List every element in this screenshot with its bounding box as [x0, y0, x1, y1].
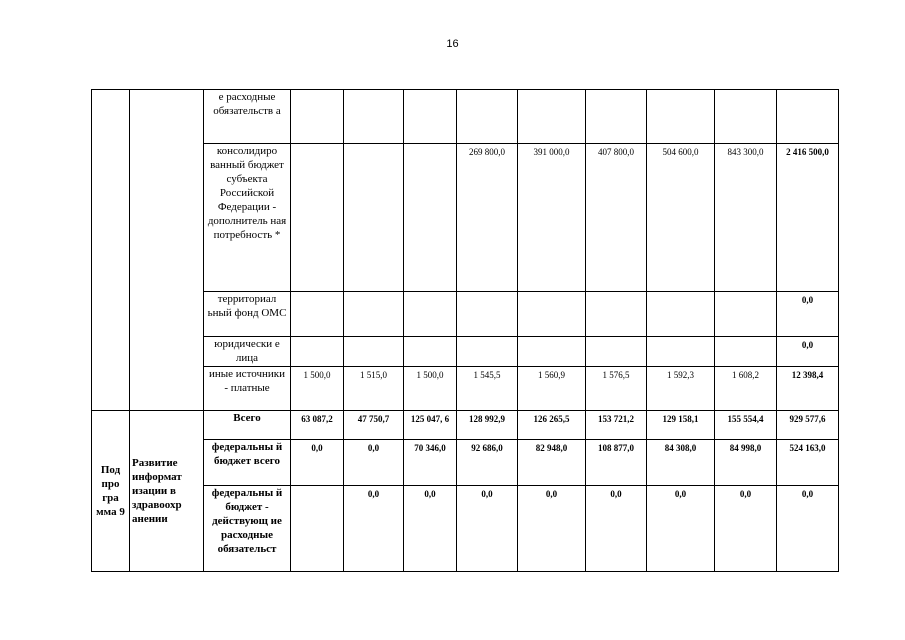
value-cell: 1 608,2: [715, 367, 777, 411]
total-cell: 12 398,4: [777, 367, 839, 411]
subprogram-name: Развитие информат изации в здравоохр анении: [130, 411, 204, 572]
value-cell: [291, 486, 344, 572]
value-cell: 1 500,0: [404, 367, 457, 411]
prev-name-cell: [130, 90, 204, 411]
table-row: [92, 337, 839, 367]
value-cell: 0,0: [647, 486, 715, 572]
value-cell: [586, 337, 647, 367]
value-cell: 1 545,5: [457, 367, 518, 411]
value-cell: 0,0: [291, 440, 344, 486]
value-cell: 128 992,9: [457, 411, 518, 440]
value-cell: 84 998,0: [715, 440, 777, 486]
value-cell: [291, 144, 344, 292]
value-cell: [647, 292, 715, 337]
value-cell: 92 686,0: [457, 440, 518, 486]
table-row: [92, 367, 839, 411]
value-cell: [647, 90, 715, 144]
value-cell: 47 750,7: [344, 411, 404, 440]
value-cell: [404, 90, 457, 144]
value-cell: [586, 292, 647, 337]
value-cell: 391 000,0: [518, 144, 586, 292]
source-label: е расходные обязательств а: [204, 90, 291, 144]
value-cell: [344, 144, 404, 292]
total-cell: 2 416 500,0: [777, 144, 839, 292]
value-cell: 843 300,0: [715, 144, 777, 292]
value-cell: 1 592,3: [647, 367, 715, 411]
value-cell: 108 877,0: [586, 440, 647, 486]
subprogram-code: Под про гра мма 9: [92, 411, 130, 572]
source-label: юридически е лица: [204, 337, 291, 367]
value-cell: [344, 292, 404, 337]
value-cell: 126 265,5: [518, 411, 586, 440]
value-cell: [586, 90, 647, 144]
total-cell: [777, 90, 839, 144]
value-cell: 1 560,9: [518, 367, 586, 411]
value-cell: [518, 292, 586, 337]
value-cell: [291, 292, 344, 337]
value-cell: 125 047, 6: [404, 411, 457, 440]
table-row: [92, 90, 839, 144]
value-cell: 1 576,5: [586, 367, 647, 411]
table-row: [92, 144, 839, 292]
total-cell: 524 163,0: [777, 440, 839, 486]
value-cell: [457, 337, 518, 367]
source-label: федеральны й бюджет всего: [204, 440, 291, 486]
value-cell: 63 087,2: [291, 411, 344, 440]
value-cell: [344, 337, 404, 367]
value-cell: 0,0: [518, 486, 586, 572]
value-cell: [647, 337, 715, 367]
source-label: федеральны й бюджет - действующ ие расходные обязательст: [204, 486, 291, 572]
value-cell: [715, 292, 777, 337]
value-cell: 0,0: [404, 486, 457, 572]
total-cell: 929 577,6: [777, 411, 839, 440]
value-cell: 82 948,0: [518, 440, 586, 486]
value-cell: 1 500,0: [291, 367, 344, 411]
value-cell: [457, 292, 518, 337]
table-row: [92, 486, 839, 572]
value-cell: 0,0: [715, 486, 777, 572]
value-cell: 0,0: [344, 486, 404, 572]
value-cell: [404, 144, 457, 292]
value-cell: 129 158,1: [647, 411, 715, 440]
value-cell: 0,0: [457, 486, 518, 572]
value-cell: [715, 337, 777, 367]
total-cell: 0,0: [777, 486, 839, 572]
value-cell: 70 346,0: [404, 440, 457, 486]
value-cell: [291, 90, 344, 144]
total-cell: 0,0: [777, 337, 839, 367]
table-row: [92, 292, 839, 337]
value-cell: 504 600,0: [647, 144, 715, 292]
source-label: Всего: [204, 411, 291, 440]
value-cell: [344, 90, 404, 144]
value-cell: 0,0: [344, 440, 404, 486]
table-row: [92, 411, 839, 440]
source-label: иные источники - платные: [204, 367, 291, 411]
value-cell: [518, 337, 586, 367]
value-cell: 1 515,0: [344, 367, 404, 411]
subprogram-budget-table: [91, 89, 839, 572]
value-cell: [291, 337, 344, 367]
page-number: 16: [446, 38, 459, 50]
value-cell: 269 800,0: [457, 144, 518, 292]
table-row: [92, 440, 839, 486]
value-cell: [715, 90, 777, 144]
value-cell: [404, 292, 457, 337]
value-cell: 155 554,4: [715, 411, 777, 440]
value-cell: 0,0: [586, 486, 647, 572]
value-cell: [457, 90, 518, 144]
value-cell: 84 308,0: [647, 440, 715, 486]
value-cell: [518, 90, 586, 144]
value-cell: 407 800,0: [586, 144, 647, 292]
value-cell: 153 721,2: [586, 411, 647, 440]
source-label: территориал ьный фонд ОМС: [204, 292, 291, 337]
prev-code-cell: [92, 90, 130, 411]
source-label: консолидиро ванный бюджет субъекта Российской Федерации - дополнитель ная потребность *: [204, 144, 291, 292]
value-cell: [404, 337, 457, 367]
total-cell: 0,0: [777, 292, 839, 337]
